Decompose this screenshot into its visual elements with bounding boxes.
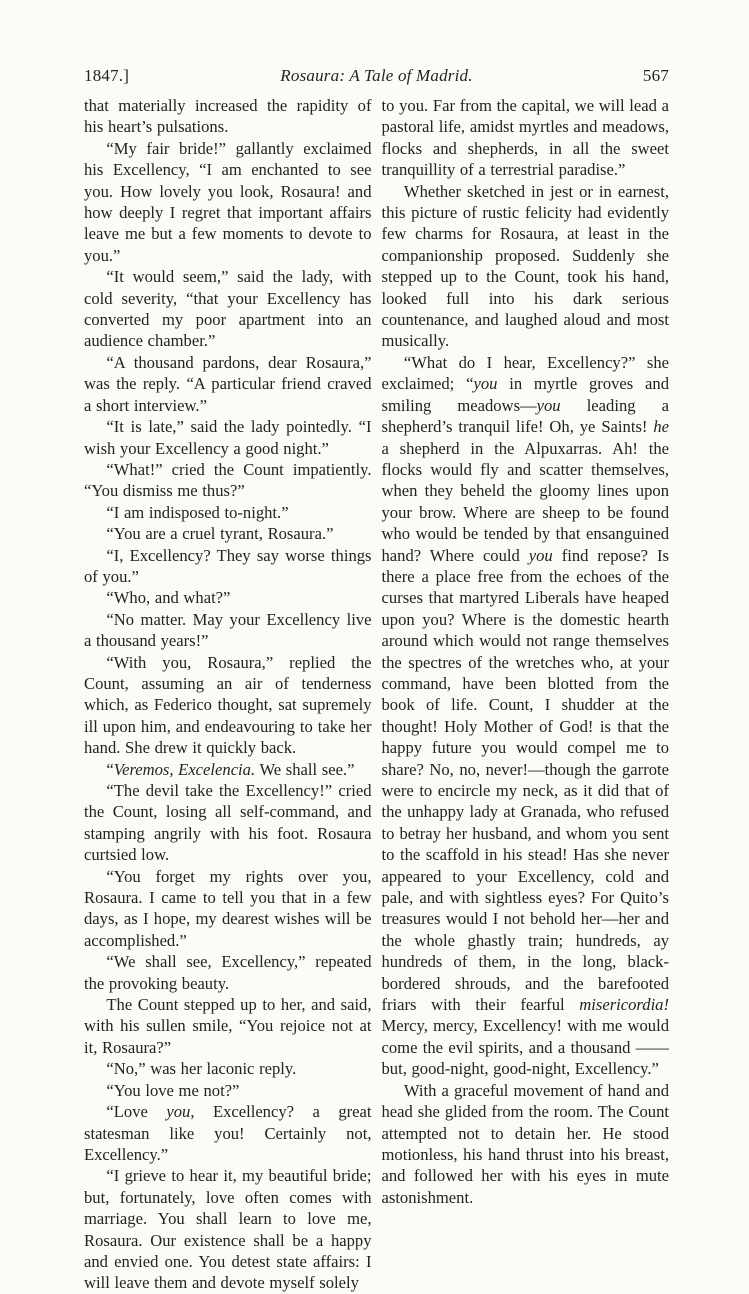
italic-text-run: you — [166, 1102, 191, 1122]
column-right — [382, 95, 670, 1294]
text-run: “My fair bride!” gallantly exclaimed his Excellency, “I am enchanted to see you. How lovely you look, Rosaura! and how deeply I regret that important affairs leave me but a few moments to devote to you.” — [84, 138, 372, 265]
paragraph — [84, 416, 372, 459]
text-run: “I grieve to hear it, my beautiful bride; but, fortunately, love often comes with marriage. You shall learn to love me, Rosaura. Our existence shall be a happy and envied one. You detest state affairs: I will leave them and devote myself solely — [84, 1166, 372, 1293]
page-title: Rosaura: A Tale of Madrid. — [280, 66, 473, 85]
text-run: “Who, and what?” — [106, 588, 231, 608]
paragraph — [84, 1101, 372, 1165]
italic-text-run: you — [528, 545, 553, 565]
text-run: “We shall see, Excellency,” repeated the provoking beauty. — [84, 952, 372, 993]
text-run: “It is late,” said the lady pointedly. “I wish your Excellency a good night.” — [84, 417, 372, 458]
paragraph — [84, 523, 372, 544]
paragraph — [382, 181, 670, 352]
text-run: Mercy, mercy, Excellency! with me would come the evil spirits, and a thousand —— but, good-night, good-night, Excellency.” — [381, 1016, 669, 1079]
text-run: “With you, Rosaura,” replied the Count, assuming an air of tenderness which, as Federico thought, sat supremely ill upon him, and endeavouring to take her hand. She drew it quickly back. — [84, 652, 372, 758]
text-run: We shall see.” — [255, 759, 355, 779]
text-run: to you. Far from the capital, we will lead a pastoral life, amidst myrtles and meadows, flocks and shepherds, in all the sweet tranquillity of a terrestrial paradise.” — [381, 96, 669, 180]
text-run: “You are a cruel tyrant, Rosaura.” — [106, 524, 334, 544]
paragraph — [84, 138, 372, 266]
header-year: 1847.] — [84, 66, 130, 85]
text-run: “You love me not?” — [106, 1080, 240, 1100]
paragraph — [84, 545, 372, 588]
italic-text-run: you — [473, 374, 498, 394]
column-left — [84, 95, 372, 1294]
text-run: “Love — [106, 1102, 167, 1122]
italic-text-run: Veremos, Excelencia. — [113, 759, 256, 779]
paragraph — [84, 1080, 372, 1101]
text-run: a shepherd in the Alpuxarras. Ah! the flocks would fly and scatter themselves, when they beheld the gloomy lines upon your brow. Where are sheep to be found who would be tended by that ensanguined hand? Where could — [381, 438, 669, 565]
text-run: find repose? Is there a place free from the echoes of the curses that martyred Liberals have heaped upon you? Where is the domestic hearth around which would not range themselves the spectres of the wretches who, at your command, have been blotted from the book of life. Count, I shudder at the thought! Holy Mother of God! is that the happy future you would compel me to share? No, no, never!—though the garrote were to encircle my neck, as it did that of the unhappy lady at Granada, who refused to betray her husband, and whom you sent to the scaffold in his stead! Has she never appeared to your Excellency, cold and pale, and with sightless eyes? For Quito’s treasures would I not behold her—her and the whole ghastly train; hundreds, ay hundreds of them, in the long, black-bordered shrouds, and the barefooted friars with their fearful — [381, 545, 669, 1015]
paragraph — [84, 994, 372, 1058]
paragraph — [84, 502, 372, 523]
paragraph — [84, 1165, 372, 1293]
text-run: Whether sketched in jest or in earnest, this picture of rustic felicity had evidently few charms for Rosaura, at least in the companionship proposed. Suddenly she stepped up to the Count, took his hand, looked full into his dark serious countenance, and laughed aloud and most musically. — [381, 181, 669, 351]
paragraph — [84, 352, 372, 416]
text-run: “No,” was her laconic reply. — [106, 1059, 297, 1079]
text-run: With a graceful movement of hand and head she glided from the room. The Count attempted not to detain her. He stood motionless, his hand thrust into his breast, and followed her with his eyes in mute astonishment. — [381, 1080, 669, 1207]
text-run: “I am indisposed to-night.” — [106, 502, 289, 522]
text-run: , Excellency? a great statesman like you! Certainly not, Excellency.” — [84, 1102, 372, 1164]
paragraph — [84, 266, 372, 352]
paragraph — [382, 1080, 670, 1208]
text-run: that materially increased the rapidity of his heart’s pulsations. — [84, 96, 372, 137]
text-run: “ — [106, 759, 114, 779]
paragraph — [84, 759, 372, 780]
italic-text-run: he — [653, 417, 669, 437]
running-head — [84, 66, 669, 86]
text-run: “You forget my rights over you, Rosaura. I came to tell you that in a few days, as I hope, my dearest wishes will be accomplished.” — [84, 866, 372, 950]
text-run: “The devil take the Excellency!” cried the Count, losing all self-command, and stamping angrily with his foot. Rosaura curtsied low. — [84, 781, 372, 865]
text-columns — [84, 95, 669, 1294]
paragraph — [84, 652, 372, 759]
paragraph — [382, 95, 670, 181]
paragraph — [84, 587, 372, 608]
italic-text-run: you — [536, 395, 561, 415]
text-run: The Count stepped up to her, and said, with his sullen smile, “You rejoice not at it, Rosaura?” — [84, 995, 372, 1057]
paragraph — [84, 1058, 372, 1079]
paragraph — [84, 95, 372, 138]
italic-text-run: misericordia! — [579, 995, 669, 1015]
text-run: “I, Excellency? They say worse things of you.” — [84, 545, 372, 586]
text-run: leading a shepherd’s tranquil life! Oh, ye Saints! — [381, 395, 669, 437]
paragraph — [382, 352, 670, 1080]
text-run: “What do I hear, Excellency?” she exclaimed; “ — [381, 352, 669, 394]
text-run: “It would seem,” said the lady, with cold severity, “that your Excellency has converted my poor apartment into an audience chamber.” — [84, 267, 372, 351]
text-run: in myrtle groves and smiling meadows— — [381, 374, 669, 415]
text-run: “No matter. May your Excellency live a thousand years!” — [84, 609, 372, 651]
paragraph — [84, 609, 372, 652]
text-run: “What!” cried the Count impatiently. “You dismiss me thus?” — [84, 459, 372, 501]
header-page-number: 567 — [642, 66, 669, 85]
paragraph — [84, 459, 372, 502]
paragraph — [84, 951, 372, 994]
text-run: “A thousand pardons, dear Rosaura,” was the reply. “A particular friend craved a short interview.” — [84, 352, 372, 415]
paragraph — [84, 780, 372, 866]
paragraph — [84, 866, 372, 952]
